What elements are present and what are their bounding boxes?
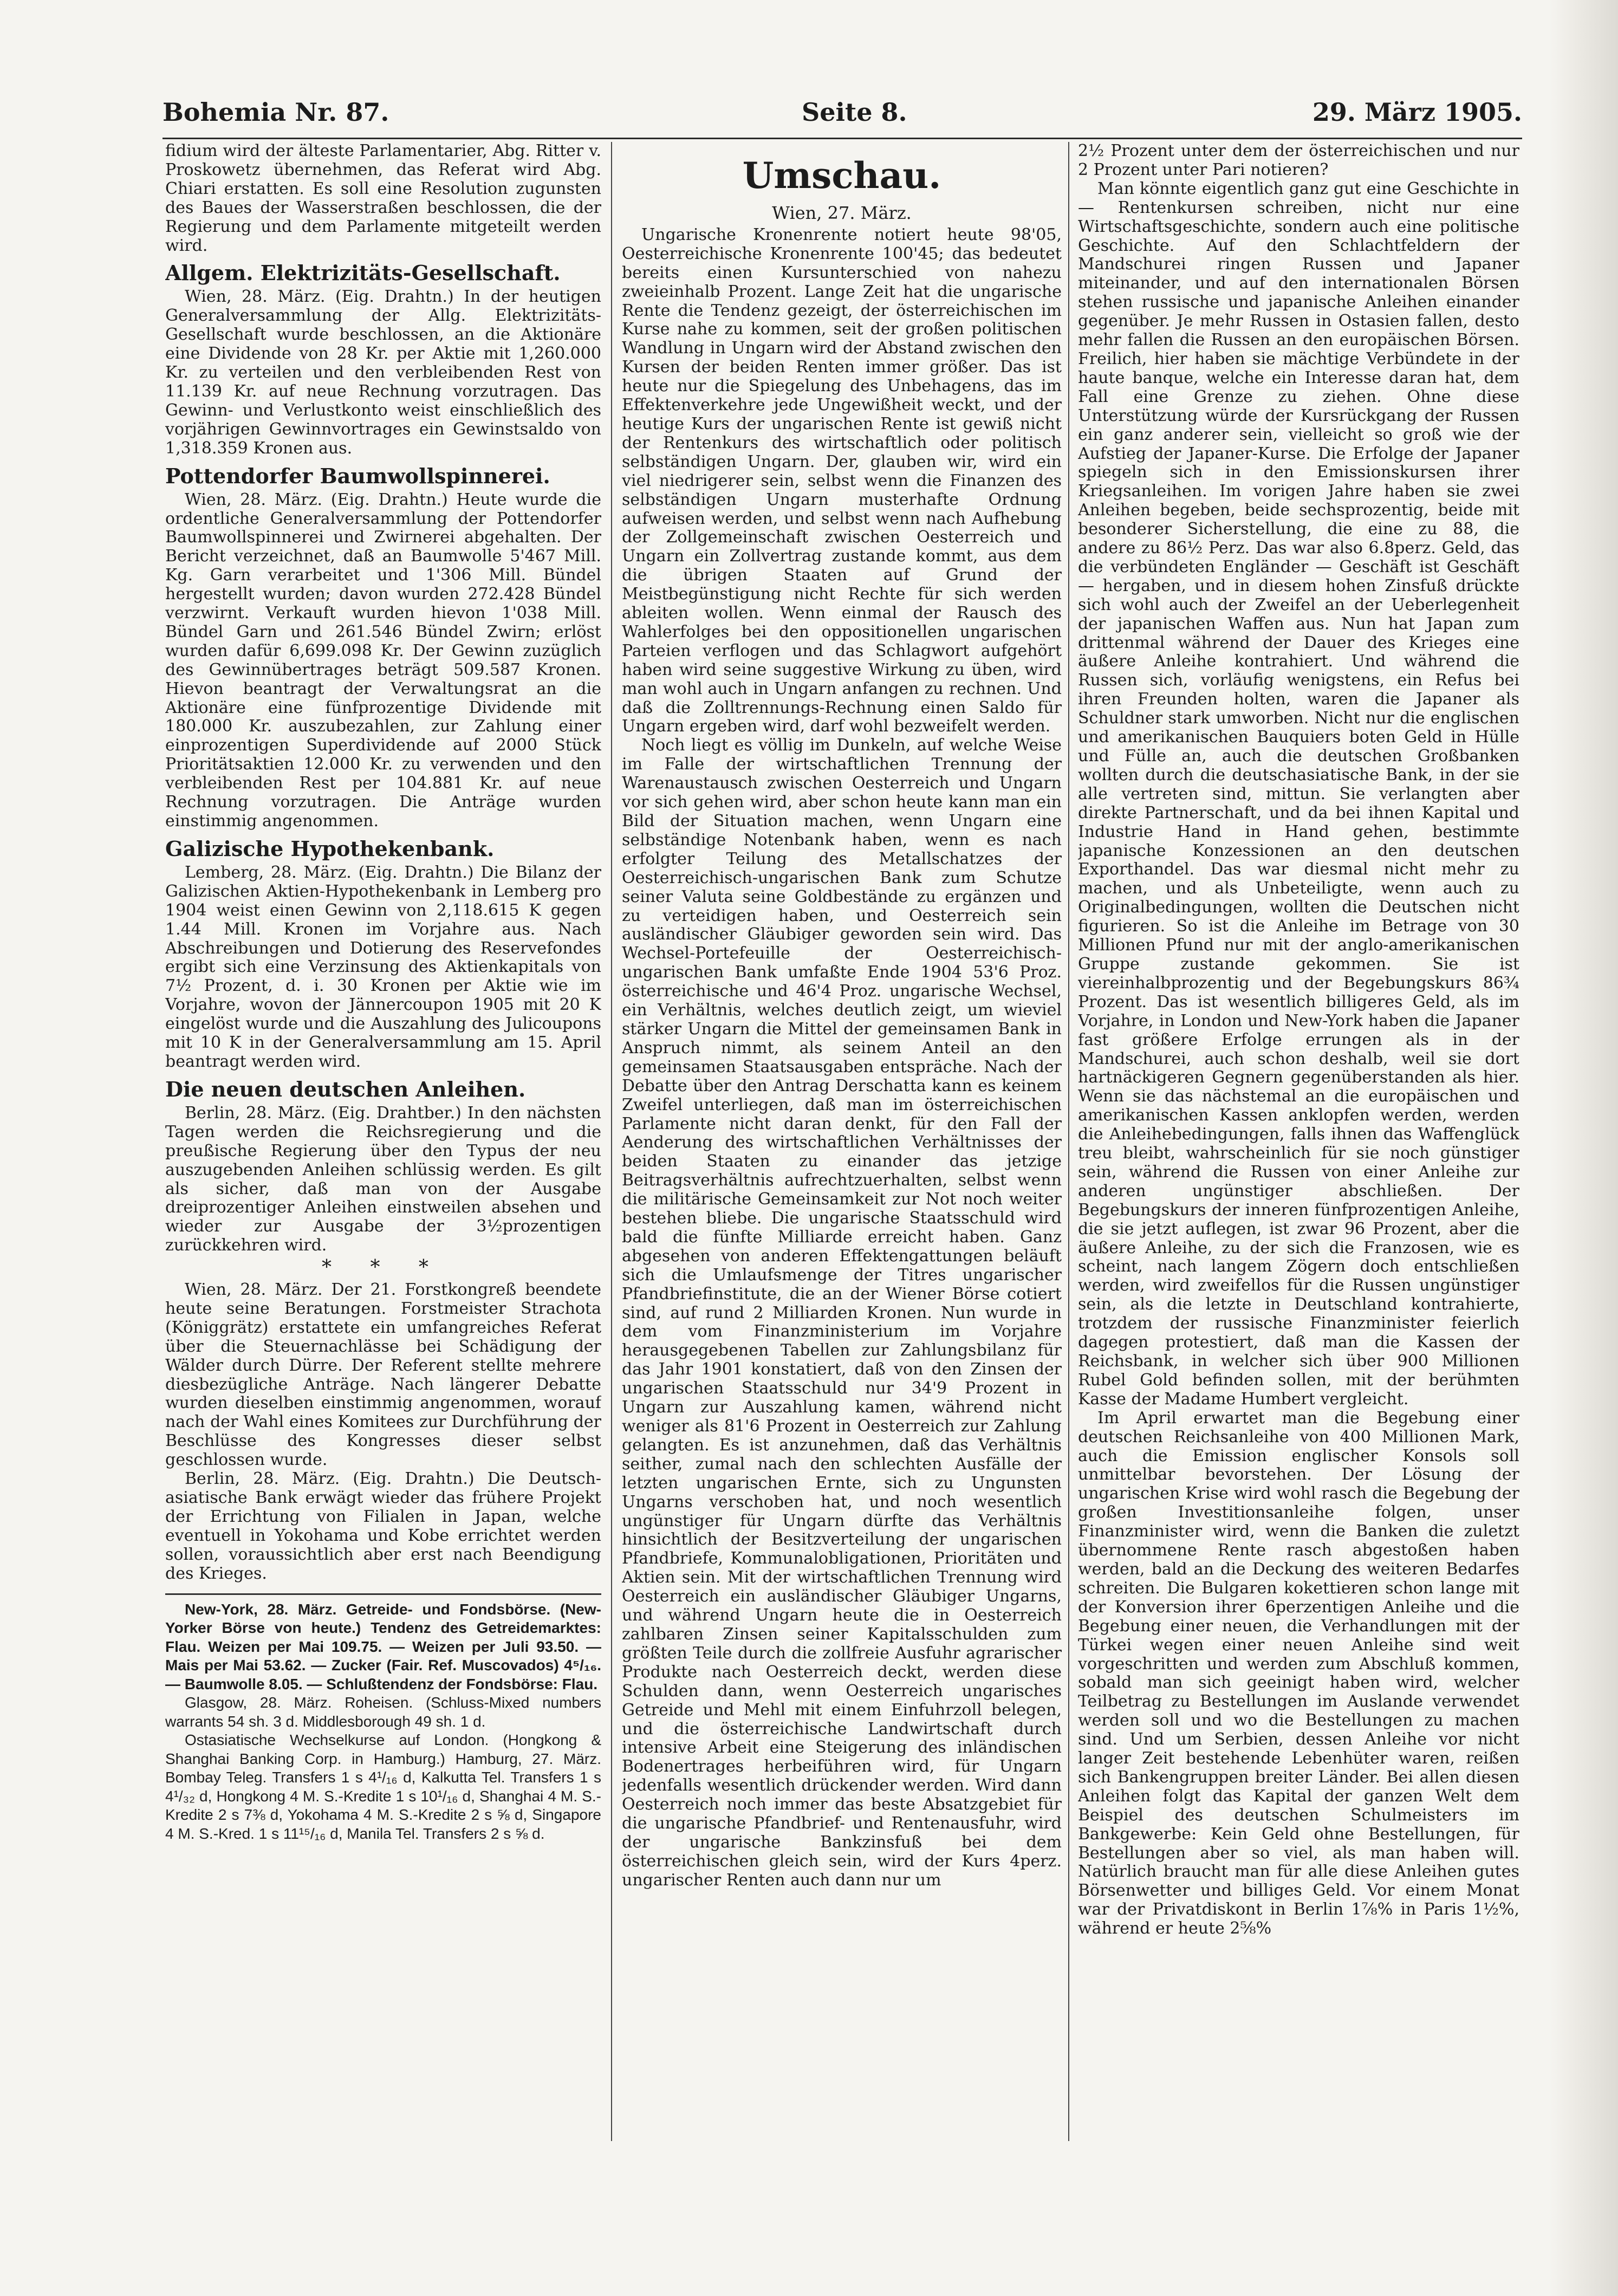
page-edge-shadow xyxy=(1549,0,1618,2296)
header-publication: Bohemia Nr. 87. xyxy=(163,98,389,127)
market-reports xyxy=(165,1600,601,1844)
umschau-paragraph-4: Man könnte eigentlich ganz gut eine Geschichte in — Rentenkursen schreiben, nicht nur eine Wirtschaftsgeschichte, sondern auch eine politische Geschichte. Auf den Schlachtfeldern der Mandschurei ringen Russen und Japaner miteinander, und auf den internationalen Börsen stehen russische und japanische Anleihen einander gegenüber. Je mehr Russen in Ostasien fallen, desto mehr fallen die Russen an den europäischen Börsen. Freilich, hier haben sie mächtige Verbündete in der haute banque, welche ein Interesse daran hat, dem Fall eine Grenze zu ziehen. Ohne diese Unterstützung würde der Kursrückgang der Russen ein ganz anderer sein, vielleicht so groß wie der Aufstieg der Japaner-Kurse. Die Erfolge der Japaner spiegeln sich in den Emissionskursen ihrer Kriegsanleihen. Im vorigen Jahre haben sie zwei Anleihen begeben, beide sechsprozentig, beide mit besonderer Sicherstellung, die eine zu 88, die andere zu 86½ Perz. Das war also 6.8perz. Geld, das die verbündeten Engländer — Geschäft ist Geschäft — hergaben, und in diesem hohen Zinsfuß drückte sich wohl auch der Zweifel an der Ueberlegenheit der japanischen Waffen aus. Nun hat Japan zum drittenmal während der Dauer des Krieges eine äußere Anleihe kontrahiert. Und während die Russen sich, vorläufig wenigstens, ein Refus bei ihren Freunden holten, waren die Japaner als Schuldner stark umworben. Nicht nur die englischen und amerikanischen Bauquiers boten Geld in Hülle und Fülle an, auch die deutschen Großbanken wollten durch die deutschasiatische Bank, in der sie alle vertreten sind, mittun. Sie verlangten aber direkte Partnerschaft, und da bei ihnen Kapital und Industrie Hand in Hand gehen, bestimmte japanische Konzessionen an den deutschen Exporthandel. Das war diesmal nicht mehr zu machen, und als Unbeteiligte, wenn auch zu Originalbedingungen, wollten die Deutschen nicht figurieren. So ist die Anleihe im Betrage von 30 Millionen Pfund nur mit der anglo-amerikanischen Gruppe zustande gekommen. Sie ist viereinhalbprozentig und der Begebungskurs 86¾ Prozent. Das ist wesentlich billigeres Geld, als im Vorjahre, in London und New-York haben die Japaner fast größere Erfolge errungen als in der Mandschurei, auch schon deshalb, weil sie dort hartnäckigeren Gegnern gegenüberstanden als hier. Wenn sie das nächstemal an die europäischen und amerikanischen Kassen anklopfen werden, werden die Anleihebedingungen, falls ihnen das Waffenglück treu bleibt, wahrscheinlich für sie noch günstiger sein, während die Russen von einer Anleihe zur anderen ungünstiger abschließen. Der Begebungskurs der inneren fünfprozentigen Anleihe, die sie jetzt auflegen, ist zwar 96 Prozent, aber die äußere Anleihe, zu der sich die Franzosen, wie es scheint, nach langem Zögern doch entschließen werden, wird zweifellos für die Russen ungünstiger sein, als die letzte in Deutschland kontrahierte, trotzdem der russische Finanzminister feierlich dagegen protestiert, daß man die Kassen der Reichsbank, in welcher sich über 900 Millionen Rubel Gold befinden sollen, mit der berühmten Kasse der Madame Humbert vergleicht. xyxy=(1078,179,1519,1409)
article-anleihen: Berlin, 28. März. (Eig. Drahtber.) In den nächsten Tagen werden die Reichsregierung und die preußische Regierung über den Typus der neu auszugebenden Anleihen schlüssig werden. Es gilt als sicher, daß man von der Ausgabe dreiprozentiger Anleihen einstweilen absehen und wieder zur Ausgabe der 3½prozentigen zurückkehren wird. xyxy=(165,1103,601,1255)
umschau-paragraph-2: Noch liegt es völlig im Dunkeln, auf welche Weise im Falle der wirtschaftlichen Trennung der Warenaustausch zwischen Oesterreich und Ungarn vor sich gehen wird, aber schon heute kann man ein Bild der Situation machen, wenn Ungarn eine selbständige Notenbank haben, wenn es nach erfolgter Teilung des Metallschatzes der Oesterreichisch-ungarischen Bank zum Schutze seiner Valuta seine Goldbestände zu ergänzen und zu verteidigen haben, und Oesterreich sein ausländischer Gläubiger geworden sein wird. Das Wechsel-Portefeuille der Oesterreichisch-ungarischen Bank umfaßte Ende 1904 53'6 Proz. österreichische und 46'4 Proz. ungarische Wechsel, ein Verhältnis, welches deutlich zeigt, um wieviel stärker Ungarn die Mittel der gemeinsamen Bank in Anspruch nimmt, als seinem Anteil an den gemeinsamen Staatsausgaben entspräche. Nach der Debatte über den Antrag Derschatta kann es keinem Zweifel unterliegen, daß man im österreichischen Parlamente nicht daran denkt, für den Fall der Aenderung des wirtschaftlichen Verhältnisses der beiden Staaten zu einander das jetzige Beitragsverhältnis aufrechtzuerhalten, selbst wenn die militärische Gemeinsamkeit zur Not noch weiter bestehen bliebe. Die ungarische Staatsschuld wird bald die fünfte Milliarde erreicht haben. Ganz abgesehen von anderen Effektengattungen beläuft sich die Umlaufsmenge der Titres ungarischer Pfandbriefinstitute, die an der Wiener Börse cotiert sind, auf rund 2 Milliarden Kronen. Nun wurde in dem vom Finanzministerium im Vorjahre herausgegebenen Tabellen zur Zahlungsbilanz für das Jahr 1901 konstatiert, daß von den Zinsen der ungarischen Staatsschuld nur 34'9 Prozent in Ungarn zur Auszahlung kamen, während nicht weniger als 81'6 Prozent in Oesterreich zur Zahlung gelangten. Es ist anzunehmen, daß das Verhältnis seither, zumal nach den schlechten Ausfälle der letzten ungarischen Ernte, sich zu Ungunsten Ungarns verschoben hat, und noch wesentlich ungünstiger für Ungarn dürfte das Verhältnis hinsichtlich der Besitzverteilung der ungarischen Pfandbriefe, Kommunalobligationen, Prioritäten und Aktien sein. Mit der wirtschaftlichen Trennung wird Oesterreich ein ausländischer Gläubiger Ungarns, und während Ungarn heute die in Oesterreich zahlbaren Zinsen seiner Kapitalsschulden zum größten Teile durch die zollfreie Ausfuhr agrarischer Produkte nach Oesterreich deckt, werden diese Schulden dann, wenn Oesterreich ungarisches Getreide und Mehl mit einem Einfuhrzoll belegen, und die österreichische Landwirtschaft durch intensive Arbeit eine Steigerung des inländischen Bodenertrages herbeiführen wird, für Ungarn jedenfalls wesentlich drückender werden. Wird dann Oesterreich noch immer das beste Absatzgebiet für die ungarische Pfandbrief- und Rentenausfuhr, wird der ungarische Bankzinsfuß bei dem österreichischen gleich sein, wird der Kurs 4perz. ungarischer Renten auch dann nur um xyxy=(622,736,1062,1890)
market-separator-rule xyxy=(165,1593,601,1595)
article-aeg: Wien, 28. März. (Eig. Drahtn.) In der heutigen Generalversammlung der Allg. Elektrizitäts-Gesellschaft wurde beschlossen, an die Aktionäre eine Dividende von 28 Kr. per Aktie mit 1,260.000 Kr. zu verteilen und den verbleibenden Rest von 11.139 Kr. auf neue Rechnung vorzutragen. Das Gewinn- und Verlustkonto weist einschließlich des vorjährigen Gewinnvortrages ein Gewinstsaldo von 1,318.359 Kronen aus. xyxy=(165,287,601,458)
section-heading-anleihen: Die neuen deutschen Anleihen. xyxy=(165,1076,526,1101)
section-heading-galizische: Galizische Hypothekenbank. xyxy=(165,836,495,861)
market-glasgow: Glasgow, 28. März. Roheisen. (Schluss-Mixed numbers warrants 54 sh. 3 d. Middlesborough 49 sh. 1 d. xyxy=(165,1694,601,1730)
article-galizische: Lemberg, 28. März. (Eig. Drahtn.) Die Bilanz der Galizischen Aktien-Hypothekenbank in Lemberg pro 1904 weist einen Gewinn von 2,118.615 K gegen 1.44 Mill. Kronen im Vorjahre aus. Nach Abschreibungen und Dotierung des Reservefondes ergibt sich eine Verzinsung des Aktienkapitals von 7½ Prozent, d. i. 30 Kronen per Aktie wie im Vorjahre, wovon der Jännercoupon 1905 mit 20 K eingelöst wurde und die Auszahlung des Julicoupons mit 10 K in der Generalversammlung am 15. April beantragt werden wird. xyxy=(165,862,601,1071)
section-heading-pottendorfer: Pottendorfer Baumwollspinnerei. xyxy=(165,463,550,488)
page-header xyxy=(163,98,1522,135)
article-forstkongress: Wien, 28. März. Der 21. Forstkongreß beendete heute seine Beratungen. Forstmeister Strachota (Königgrätz) erstattete ein umfangreiches Referat über die Steuernachlässe bei Schädigung der Wälder durch Dürre. Der Referent stellte mehrere diesbezügliche Anträge. Nach längerer Debatte wurden dieselben einstimmig angenommen, worauf nach der Wahl eines Komitees zur Durchführung der Beschlüsse des Kongresses dieser selbst geschlossen wurde. xyxy=(165,1280,601,1470)
umschau-paragraph-3: 2½ Prozent unter dem der österreichischen und nur 2 Prozent unter Pari notieren? xyxy=(1078,142,1519,179)
column-1 xyxy=(165,142,601,2141)
umschau-paragraph-1: Ungarische Kronenrente notiert heute 98'05, Oesterreichische Kronenrente 100'45; das bedeutet bereits einen Kursunterschied von nahezu zweieinhalb Prozent. Lange Zeit hat die ungarische Rente die Tendenz gezeigt, der österreichischen im Kurse nahe zu kommen, seit der großen politischen Wandlung in Ungarn wird der Abstand zwischen den Kursen der beiden Renten immer größer. Das ist heute nur die Spiegelung des Unbehagens, das im Effektenverkehre jede Ungewißheit weckt, und der heutige Kurs der ungarischen Rente ist gewiß nicht der Rentenkurs des wirtschaftlich oder politisch selbständigen Ungarn. Der, glauben wir, wird ein viel niedrigerer sein, selbst wenn die Finanzen des selbständigen Ungarn musterhafte Ordnung aufweisen werden, und selbst wenn nach Aufhebung der Zollgemeinschaft zwischen Oesterreich und Ungarn ein Zollvertrag zustande kommt, aus dem die übrigen Staaten auf Grund der Meistbegünstigung nicht Rechte für sich werden ableiten wollen. Wenn einmal der Rausch des Wahlerfolges bei den oppositionellen ungarischen Parteien verflogen und das Schlagwort aufgehört haben wird seine suggestive Wirkung zu üben, wird man wohl auch in Ungarn anfangen zu rechnen. Und daß die Zolltrennungs-Rechnung einen Saldo für Ungarn ergeben wird, darf wohl bezweifelt werden. xyxy=(622,225,1062,736)
column-2 xyxy=(622,142,1062,2141)
section-heading-aeg: Allgem. Elektrizitäts-Gesellschaft. xyxy=(165,261,561,286)
market-newyork xyxy=(165,1600,601,1694)
header-page-number: Seite 8. xyxy=(802,98,907,127)
header-rule xyxy=(163,138,1522,139)
article-title-umschau: Umschau. xyxy=(742,154,941,197)
market-newyork-head: New-York, 28. März. Getreide- und Fondsbörse. (New-Yorker Börse von heute.) xyxy=(165,1600,601,1637)
umschau-paragraph-5: Im April erwartet man die Begebung einer deutschen Reichsanleihe von 400 Millionen Mark, auch die Emission englischer Konsols soll unmittelbar bevorstehen. Der Lösung der ungarischen Krise wird wohl rasch die Begebung der großen Investitionsanleihe folgen, unser Finanzminister wird, wenn die Banken die zuletzt übernommene Rente rasch abgestoßen haben werden, bald an die Deckung des weiteren Bedarfes schreiten. Die Bulgaren kokettieren schon lange mit der Konversion ihrer 6perzentigen Anleihe und die Begebung einer neuen, die Verhandlungen mit der Türkei wegen einer neuen Anleihe sind weit vorgeschritten und werden zum Abschluß kommen, sobald man sich geeinigt haben wird, welcher Teilbetrag zu Bestellungen im Auslande verwendet werden soll und wo die Bestellungen zu machen sind. Und um Serbien, dessen Anleihe vor nicht langer Zeit bestehende Lebenhüter waren, reißen sich Bankengruppen breiter Länder. Bei allen diesen Anleihen folgt das Kapital der ganzen Welt dem Beispiel des deutschen Schulmeisters im Bankgewerbe: Kein Geld ohne Bestellungen, für Bestellungen aber so viel, als man haben will. Natürlich braucht man für alle diese Anleihen gutes Börsenwetter und billiges Geld. Vor einem Monat war der Privatdiskont in Berlin 1⅞% in Paris 1½%, während er heute 2⅝% xyxy=(1078,1408,1519,1938)
column-divider-2 xyxy=(1068,142,1069,2141)
article-continuation: fidium wird der älteste Parlamentarier, Abg. Ritter v. Proskowetz übernehmen, das Referat wird Abg. Chiari erstatten. Es soll eine Resolution zugunsten des Baues der Wasserstraßen beschlossen, die der Regierung und dem Parlamente mitgeteilt werden wird. xyxy=(165,142,601,255)
market-ostasiatische: Ostasiatische Wechselkurse auf London. (Hongkong & Shanghai Banking Corp. in Hamburg.) Hamburg, 27. März. Bombay Teleg. Transfers 1 s 4¹/₁₆ d, Kalkutta Tel. Transfers 1 s 4¹/₃₂ d, Hongkong 4 M. S.-Kredite 1 s 10¹/₁₆ d, Shanghai 4 M. S.-Kredite 2 s 7⅜ d, Yokohama 4 M. S.-Kredite 2 s ⅝ d, Singapore 4 M. S.-Kred. 1 s 11¹⁵/₁₆ d, Manila Tel. Transfers 2 s ⅝ d. xyxy=(165,1731,601,1842)
column-divider-1 xyxy=(611,142,612,2141)
article-deutsch-asiatische-bank: Berlin, 28. März. (Eig. Drahtn.) Die Deutsch-asiatische Bank erwägt wieder das frühere Projekt der Errichtung von Filialen in Japan, welche eventuell in Yokohama und Kobe errichtet werden sollen, voraussichtlich aber erst nach Beendigung des Krieges. xyxy=(165,1469,601,1583)
column-3 xyxy=(1078,142,1519,2141)
section-separator-stars: * * * xyxy=(322,1256,445,1279)
article-dateline: Wien, 27. März. xyxy=(772,203,912,223)
article-pottendorfer: Wien, 28. März. (Eig. Drahtn.) Heute wurde die ordentliche Generalversammlung der Pottendorfer Baumwollspinnerei und Zwirnerei abgehalten. Der Bericht verzeichnet, daß an Baumwolle 5'467 Mill. Kg. Garn verarbeitet und 1'306 Mill. Bündel hergestellt wurden; davon wurden 272.428 Bündel verzwirnt. Verkauft wurden hievon 1'038 Mill. Bündel Garn und 261.546 Bündel Zwirn; erlöst wurden dafür 6,699.098 Kr. Der Gewinn zuzüglich des Gewinnübertrages beträgt 509.587 Kronen. Hievon beantragt der Verwaltungsrat an die Aktionäre eine fünfprozentige Dividende mit 180.000 Kr. auszubezahlen, zur Zahlung einer einprozentigen Superdividende auf 2000 Stück Prioritätsaktien 12.000 Kr. zu verwenden und den verbleibenden Rest per 104.881 Kr. auf neue Rechnung vorzutragen. Die Anträge wurden einstimmig angenommen. xyxy=(165,490,601,831)
market-newyork-text: Tendenz des Getreidemarktes: Flau. Weizen per Mai 109.75. — Weizen per Juli 93.50. — Mais per Mai 53.62. — Zucker (Fair. Ref. Muscovados) 4⁵/₁₆. — Baumwolle 8.05. — Schlußtendenz der Fondsbörse: Flau. xyxy=(165,1619,601,1692)
header-date: 29. März 1905. xyxy=(1312,98,1522,127)
